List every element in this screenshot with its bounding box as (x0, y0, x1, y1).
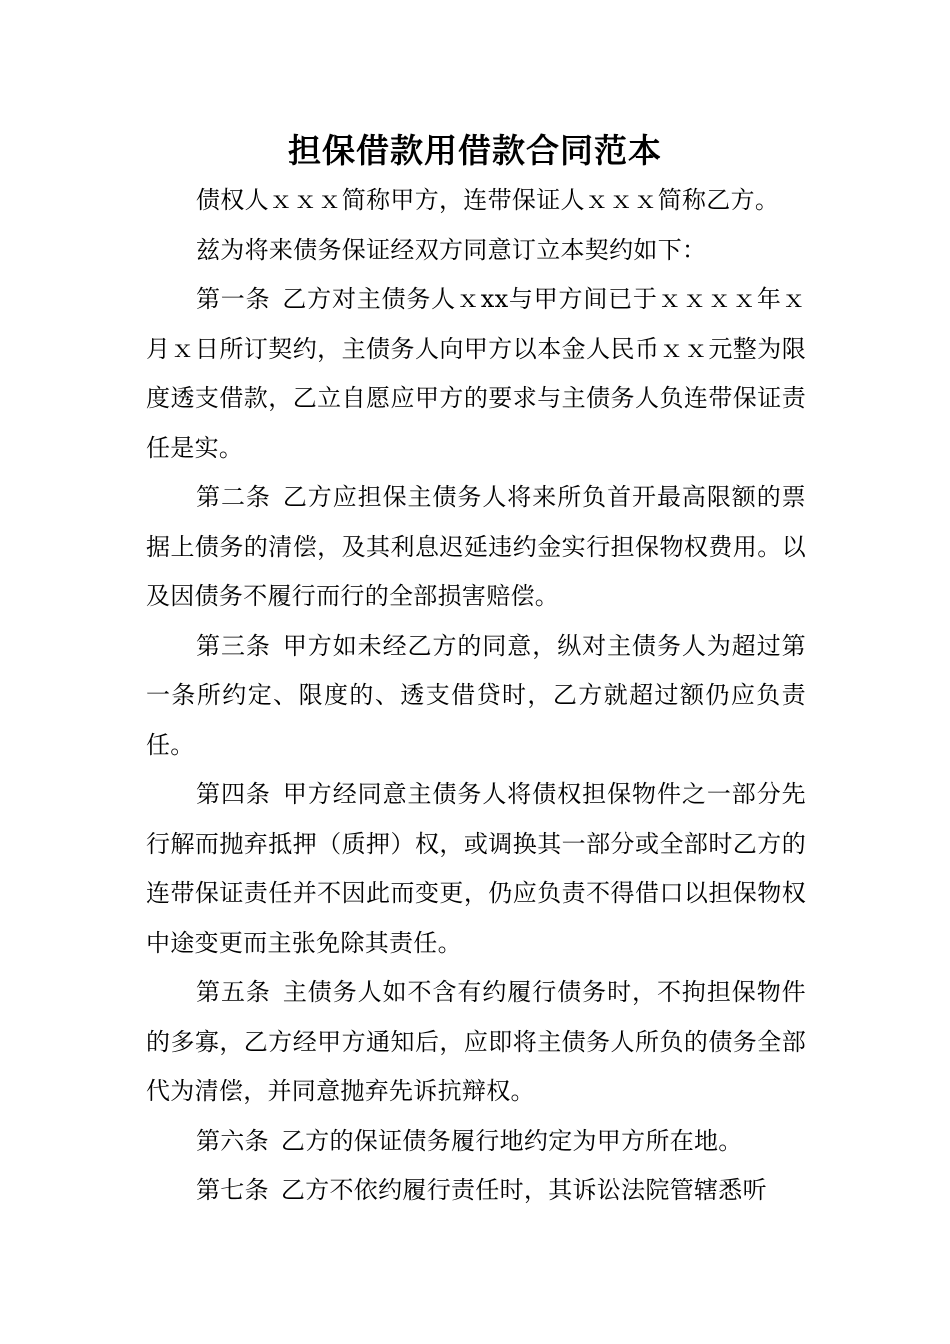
article-text: 甲方如未经乙方的同意，纵对主债务人为超过第一条所约定、限度的、透支借贷时，乙方就超过额仍应负责任。 (146, 631, 806, 759)
article-label: 第一条 (196, 285, 271, 313)
article-label: 第五条 (196, 978, 271, 1006)
article-label: 第二条 (196, 483, 271, 511)
article-label: 第四条 (196, 780, 271, 808)
paragraph-parties (146, 176, 806, 226)
article-text: 甲方经同意主债务人将债权担保物件之一部分先行解而抛弃抵押（质押）权，或调换其一部分或全部时乙方的连带保证责任并不因此而变更，仍应负责不得借口以担保物权中途变更而主张免除其责任。 (146, 780, 806, 957)
article-text: 乙方对主债务人ｘxx与甲方间已于ｘｘｘｘ年ｘ月ｘ日所订契约，主债务人向甲方以本金人民币ｘｘ元整为限度透支借款，乙立自愿应甲方的要求与主债务人负连带保证责任是实。 (146, 285, 806, 462)
paragraph-text: 债权人ｘｘｘ简称甲方，连带保证人ｘｘｘ简称乙方。 (196, 186, 780, 214)
article-6 (146, 1117, 806, 1167)
article-label: 第三条 (196, 631, 271, 660)
article-text: 乙方的保证债务履行地约定为甲方所在地。 (280, 1126, 743, 1155)
article-label: 第七条 (196, 1176, 269, 1204)
document-body (146, 176, 806, 1216)
paragraph-text: 兹为将来债务保证经双方同意订立本契约如下： (196, 235, 707, 264)
article-text: 乙方不依约履行责任时，其诉讼法院管辖悉听 (280, 1176, 767, 1204)
article-text: 主债务人如不含有约履行债务时，不拘担保物件的多寡，乙方经甲方通知后，应即将主债务人所负的债务全部代为清偿，并同意抛弃先诉抗辩权。 (146, 978, 806, 1105)
paragraph-preamble (146, 226, 806, 276)
article-1 (146, 275, 806, 473)
article-2 (146, 473, 806, 622)
article-5 (146, 968, 806, 1117)
article-3 (146, 622, 806, 771)
article-7 (146, 1166, 806, 1216)
article-text: 乙方应担保主债务人将来所负首开最高限额的票据上债务的清偿，及其利息迟延违约金实行担保物权费用。以及因债务不履行而行的全部损害赔偿。 (146, 483, 806, 610)
document-title: 担保借款用借款合同范本 (288, 131, 662, 170)
article-4 (146, 770, 806, 968)
article-label: 第六条 (196, 1126, 269, 1155)
